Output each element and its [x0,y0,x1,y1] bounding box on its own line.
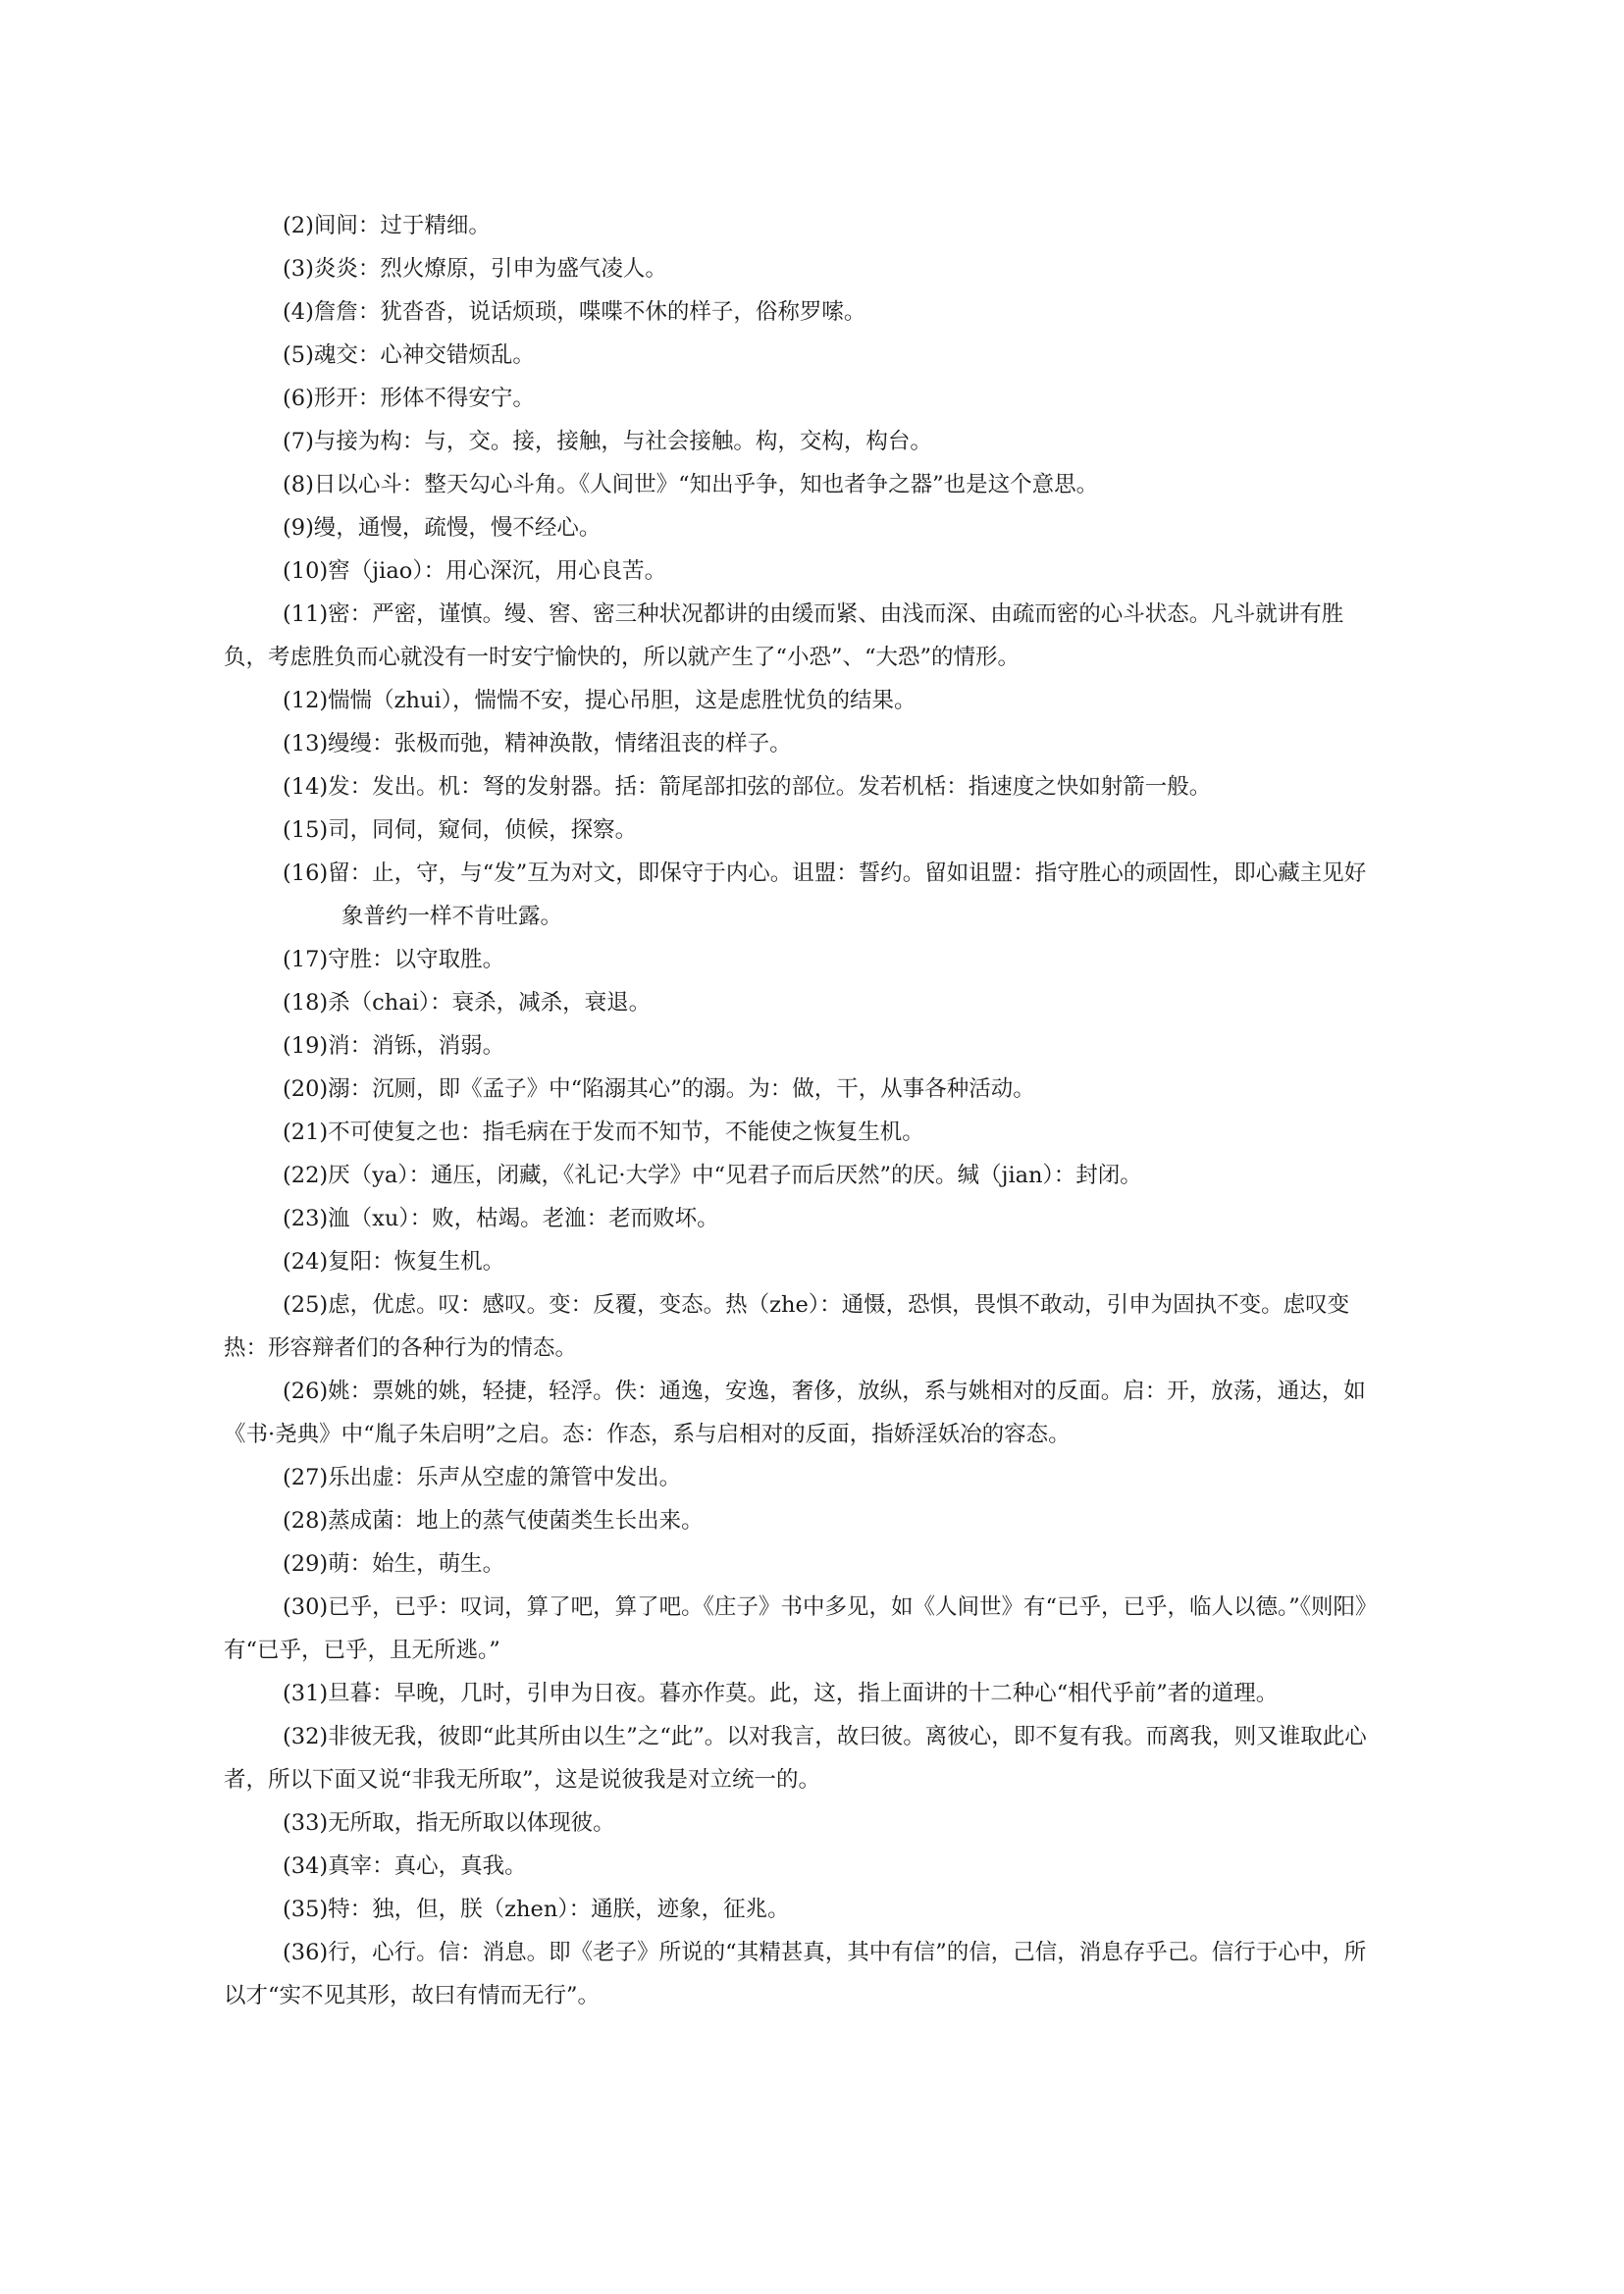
note-32: (32)非彼无我，彼即“此其所由以生”之“此”。以对我言，故曰彼。离彼心，即不复有我。而离我，则又谁取此心者，所以下面又说“非我无所取”，这是说彼我是对立统一的。 [224,1724,1367,1793]
note-36: (36)行，心行。信：消息。即《老子》所说的“其精甚真，其中有信”的信，己信，消息存乎己。信行于心中，所以才“实不见其形，故曰有情而无行”。 [224,1940,1367,2008]
note-21: (21)不可使复之也：指毛病在于发而不知节，不能使之恢复生机。 [283,1120,924,1145]
note-14: (14)发：发出。机：弩的发射器。括：箭尾部扣弦的部位。发若机栝：指速度之快如射箭一般。 [283,774,1212,800]
note-8: (8)日以心斗：整天勾心斗角。《人间世》“知出乎争，知也者争之器”也是这个意思。 [283,472,1099,497]
note-20: (20)溺：沉厕，即《孟子》中“陷溺其心”的溺。为：做，干，从事各种活动。 [283,1076,1035,1102]
note-34: (34)真宰：真心，真我。 [283,1853,527,1879]
note-3: (3)炎炎：烈火燎原，引申为盛气凌人。 [283,256,667,282]
note-5: (5)魂交：心神交错烦乱。 [283,342,535,368]
note-13: (13)缦缦：张极而弛，精神涣散，情绪沮丧的样子。 [283,731,792,756]
note-2: (2)间间：过于精细。 [283,213,491,238]
note-31: (31)旦暮：早晚，几时，引申为日夜。暮亦作莫。此，这，指上面讲的十二种心“相代乎前”者的道理。 [283,1681,1279,1706]
note-7: (7)与接为构：与，交。接，接触，与社会接触。构，交构，构台。 [283,429,932,454]
note-24: (24)复阳：恢复生机。 [283,1249,505,1275]
note-17: (17)守胜：以守取胜。 [283,947,505,972]
note-33: (33)无所取，指无所取以体现彼。 [283,1810,615,1836]
note-27: (27)乐出虚：乐声从空虚的箫管中发出。 [283,1465,682,1490]
note-18: (18)杀（chai）：衰杀，减杀，衰退。 [283,990,652,1016]
note-25: (25)虑，优虑。叹：感叹。变：反覆，变态。热（zhe）：通慑，恐惧，畏惧不敢动，引申为固执不变。虑叹变热：形容辩者们的各种行为的情态。 [224,1292,1350,1361]
annotation-list [224,204,1367,2017]
note-19: (19)消：消铄，消弱。 [283,1033,505,1059]
note-23: (23)洫（xu）：败，枯竭。老洫：老而败坏。 [283,1206,719,1231]
note-35: (35)特：独，但，朕（zhen）：通朕，迹象，征兆。 [283,1897,790,1922]
note-9: (9)缦，通慢，疏慢，慢不经心。 [283,515,602,541]
note-12: (12)惴惴（zhui），惴惴不安，提心吊胆，这是虑胜忧负的结果。 [283,688,917,713]
note-4: (4)詹詹：犹沓沓，说话烦琐，喋喋不休的样子，俗称罗嗦。 [283,299,866,325]
note-6: (6)形开：形体不得安宁。 [283,386,535,411]
note-30: (30)已乎，已乎：叹词，算了吧，算了吧。《庄子》书中多见，如《人间世》有“已乎，已乎，临人以德。”《则阳》有“已乎，已乎，且无所逃。” [224,1594,1367,1663]
note-15: (15)司，同伺，窥伺，侦候，探察。 [283,817,638,843]
note-28: (28)蒸成菌：地上的蒸气使菌类生长出来。 [283,1508,704,1534]
note-16: (16)留：止，守，与“发”互为对文，即保守于内心。诅盟：誓约。留如诅盟：指守胜心的顽固性，即心藏主见好象普约一样不肯吐露。 [283,860,1367,929]
note-22: (22)厌（ya）：通压，闭藏，《礼记·大学》中“见君子而后厌然”的厌。缄（jian）：封闭。 [283,1163,1142,1188]
note-26: (26)姚：票姚的姚，轻捷，轻浮。佚：通逸，安逸，奢侈，放纵，系与姚相对的反面。启：开，放荡，通达，如《书·尧典》中“胤子朱启明”之启。态：作态，系与启相对的反面，指娇淫妖冶的容态。 [224,1379,1366,1447]
note-29: (29)萌：始生，萌生。 [283,1551,505,1577]
note-10: (10)窖（jiao）：用心深沉，用心良苦。 [283,558,667,584]
note-11: (11)密：严密，谨慎。缦、窖、密三种状况都讲的由缓而紧、由浅而深、由疏而密的心斗状态。凡斗就讲有胜负，考虑胜负而心就没有一时安宁愉快的，所以就产生了“小恐”、“大恐”的情形。 [224,601,1344,670]
